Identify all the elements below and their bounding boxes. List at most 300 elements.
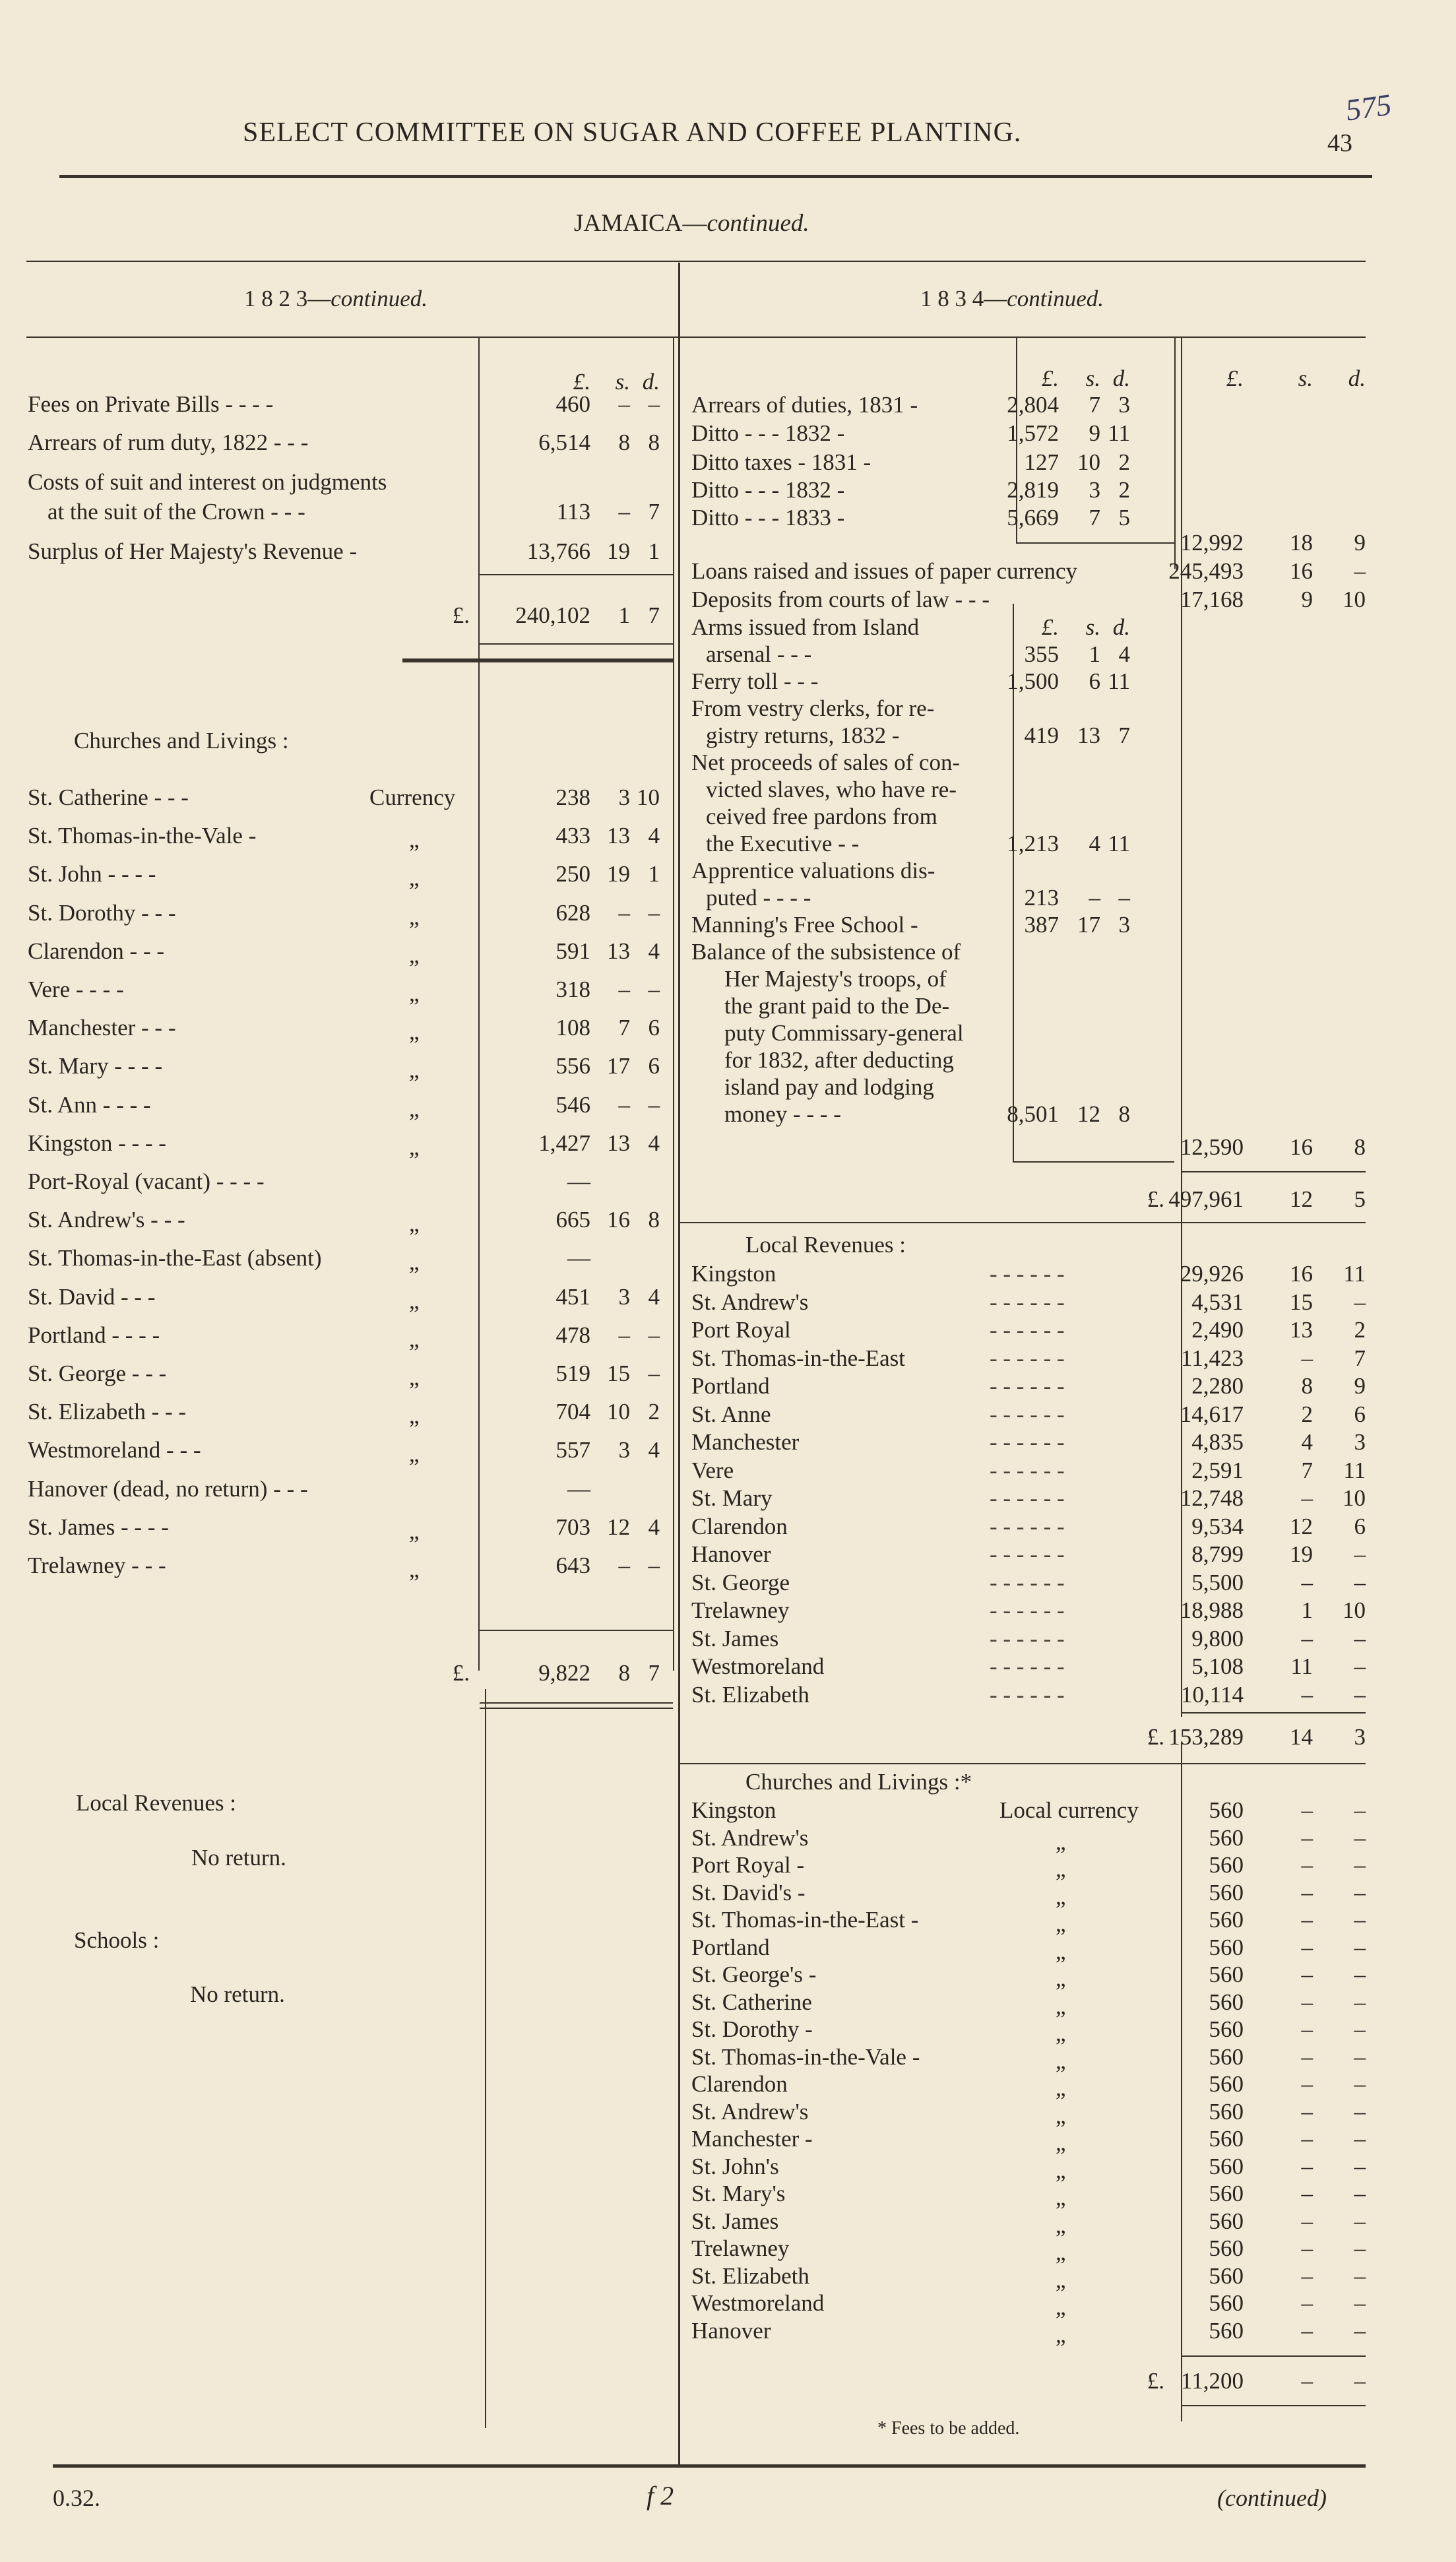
left-church-shillings: – — [618, 900, 630, 926]
right-local-shillings: 8 — [1301, 1373, 1313, 1399]
left-church-shillings: – — [618, 977, 630, 1002]
left-church-name: St. Thomas-in-the-East (absent) — [28, 1245, 322, 1271]
right-arrears-pence: 2 — [1118, 449, 1130, 475]
left-church-pounds: — — [567, 1476, 590, 1502]
right-local-leader: - - - - - - — [990, 1317, 1065, 1343]
right-arrears-shillings: 3 — [1089, 477, 1100, 503]
right-inner-col-head-s: s. — [1085, 366, 1100, 391]
left-top-row-pence: 7 — [648, 499, 660, 525]
right-outer-col-head-d: d. — [1348, 366, 1366, 391]
right-church-name: Hanover — [691, 2318, 771, 2344]
left-church-name: Manchester - - - — [28, 1015, 176, 1041]
right-local-leader: - - - - - - — [990, 1457, 1065, 1483]
left-church-pence: – — [648, 900, 660, 926]
right-church-pence: – — [1354, 1852, 1366, 1878]
left-top-total-pounds: 240,102 — [515, 602, 590, 628]
left-church-pounds: 557 — [555, 1437, 590, 1463]
left-church-pounds: 628 — [555, 900, 590, 926]
left-church-name: Westmoreland - - - — [28, 1437, 201, 1463]
left-church-pounds: 108 — [555, 1015, 590, 1041]
right-misc-rule — [1013, 1161, 1174, 1163]
left-church-pounds: — — [567, 1245, 590, 1271]
right-local-heading: Local Revenues : — [745, 1232, 906, 1258]
right-local-name: Port Royal — [691, 1317, 791, 1343]
right-church-pence: – — [1354, 1989, 1366, 2015]
left-church-currency: „ — [409, 827, 420, 852]
right-church-shillings: – — [1301, 2181, 1313, 2206]
right-church-shillings: – — [1301, 1962, 1313, 1987]
left-church-name: St. Thomas-in-the-Vale - — [28, 823, 257, 849]
right-local-shillings: 7 — [1301, 1457, 1313, 1483]
right-misc-pence: 3 — [1118, 912, 1130, 938]
right-churches-total-rule — [1182, 2355, 1366, 2357]
right-church-currency: „ — [1056, 2185, 1066, 2210]
right-local-pence: 6 — [1354, 1514, 1366, 1539]
left-top-row-label: Costs of suit and interest on judgments — [28, 469, 387, 495]
right-deposits-label: Deposits from courts of law - - - — [691, 587, 990, 612]
right-local-name: St. James — [691, 1626, 779, 1651]
left-col-head-l: £. — [573, 369, 590, 395]
right-local-pounds: 2,490 — [1191, 1317, 1244, 1343]
right-arrears-label: Arrears of duties, 1831 - — [691, 392, 918, 418]
right-grand-total-underline — [680, 1222, 1366, 1223]
right-church-pounds: 560 — [1209, 2044, 1244, 2070]
right-misc-shillings: 4 — [1089, 831, 1100, 856]
left-church-shillings: 3 — [618, 1437, 630, 1463]
left-church-name: Clarendon - - - — [28, 938, 165, 964]
right-misc-pence: 11 — [1108, 668, 1130, 694]
left-church-pence: 2 — [648, 1399, 660, 1425]
right-church-shillings: – — [1301, 1852, 1313, 1878]
right-church-pence: – — [1354, 2044, 1366, 2070]
right-church-name: St. Andrew's — [691, 1825, 809, 1851]
right-church-pounds: 560 — [1209, 2181, 1244, 2206]
right-arrears-label: Ditto - - - 1832 - — [691, 477, 845, 503]
left-church-shillings: 3 — [618, 785, 630, 810]
right-local-pence: 10 — [1343, 1597, 1366, 1623]
left-schools-no-return: No return. — [190, 1981, 285, 2007]
right-church-currency: „ — [1056, 2322, 1066, 2348]
page-number: 43 — [1327, 129, 1352, 157]
right-church-currency: „ — [1056, 1938, 1066, 1964]
right-misc-col-head-l: £. — [1041, 614, 1059, 640]
left-heading-cont: continued. — [331, 286, 428, 311]
right-church-currency: „ — [1056, 2103, 1066, 2129]
right-church-pounds: 560 — [1209, 2126, 1244, 2152]
left-church-shillings: 13 — [607, 1130, 630, 1156]
right-misc-col-head-d: d. — [1112, 614, 1130, 640]
right-grand-total-rule — [1182, 1171, 1366, 1172]
right-local-shillings: 13 — [1290, 1317, 1313, 1343]
right-church-name: Portland — [691, 1935, 770, 1960]
left-church-shillings: 17 — [607, 1053, 630, 1079]
right-church-pounds: 560 — [1209, 2263, 1244, 2289]
left-church-currency: „ — [409, 1518, 420, 1544]
right-deposits-shillings: 9 — [1301, 587, 1313, 612]
right-church-pence: – — [1354, 2154, 1366, 2179]
right-church-currency: „ — [1056, 2158, 1066, 2183]
right-arrears-pounds: 1,572 — [1007, 420, 1059, 446]
right-church-pence: – — [1354, 2071, 1366, 2097]
left-church-name: St. Elizabeth - - - — [28, 1399, 187, 1425]
left-churches-total-underline — [480, 1702, 673, 1704]
right-local-name: Clarendon — [691, 1514, 788, 1539]
left-churches-total-shillings: 8 — [618, 1660, 630, 1686]
left-church-pounds: 519 — [555, 1361, 590, 1386]
right-local-shillings: – — [1301, 1682, 1313, 1708]
right-misc-shillings: 12 — [1077, 1101, 1100, 1127]
left-church-name: St. George - - - — [28, 1361, 167, 1386]
right-church-name: St. Thomas-in-the-Vale - — [691, 2044, 920, 2070]
left-church-currency: „ — [409, 1096, 420, 1122]
left-top-total-symbol: £. — [452, 602, 470, 628]
right-church-pence: – — [1354, 2290, 1366, 2316]
right-misc-line: victed slaves, who have re- — [706, 777, 957, 802]
right-local-name: St. Thomas-in-the-East — [691, 1345, 906, 1371]
left-church-name: Vere - - - - — [28, 977, 124, 1002]
right-arrears-pounds: 127 — [1024, 449, 1059, 475]
right-local-shillings: 15 — [1290, 1289, 1313, 1315]
right-local-leader: - - - - - - — [990, 1653, 1065, 1679]
left-top-row-pounds: 6,514 — [538, 430, 590, 455]
left-church-pounds: 703 — [555, 1514, 590, 1540]
left-church-pounds: 451 — [555, 1284, 590, 1310]
right-church-currency: „ — [1056, 2048, 1066, 2074]
right-church-name: St. Andrew's — [691, 2099, 809, 2125]
right-churches-total-pounds: 11,200 — [1181, 2368, 1244, 2394]
right-misc-line: arsenal - - - — [706, 641, 812, 667]
left-church-pence: 4 — [648, 1437, 660, 1463]
right-church-pounds: 560 — [1209, 1989, 1244, 2015]
right-local-total-shillings: 14 — [1290, 1724, 1313, 1750]
right-footnote: * Fees to be added. — [877, 2418, 1020, 2439]
right-misc-line: island pay and lodging — [724, 1074, 934, 1100]
right-misc-pounds: 419 — [1024, 722, 1059, 748]
left-top-row-label: Arrears of rum duty, 1822 - - - — [28, 430, 309, 455]
right-local-name: St. Andrew's — [691, 1289, 809, 1315]
left-top-row-shillings: – — [618, 391, 630, 417]
left-church-currency: „ — [409, 1288, 420, 1314]
right-church-pence: – — [1354, 1825, 1366, 1851]
right-outer-col-head-l: £. — [1226, 366, 1244, 391]
right-churches-total-pence: – — [1354, 2368, 1366, 2394]
left-top-row-pence: 8 — [648, 430, 660, 455]
section-subtitle: JAMAICA—continued. — [574, 210, 809, 237]
right-local-leader: - - - - - - — [990, 1626, 1065, 1651]
right-loans-shillings: 16 — [1290, 558, 1313, 584]
left-churches-total-pence: 7 — [648, 1660, 660, 1686]
right-misc-line: Manning's Free School - — [691, 912, 918, 938]
right-church-pounds: 560 — [1209, 2099, 1244, 2125]
right-arrears-total-pounds: 12,992 — [1180, 530, 1244, 556]
left-top-row-pounds: 460 — [555, 391, 590, 417]
left-top-row-pence: 1 — [648, 538, 660, 564]
left-churches-total-rule — [480, 1630, 673, 1631]
left-church-pence: 4 — [648, 823, 660, 849]
left-church-currency: „ — [409, 1441, 420, 1467]
right-misc-pence: – — [1118, 885, 1130, 911]
right-church-pounds: 560 — [1209, 1852, 1244, 1878]
left-top-row-label: at the suit of the Crown - - - — [47, 499, 305, 525]
right-local-shillings: – — [1301, 1345, 1313, 1371]
right-local-pence: 6 — [1354, 1401, 1366, 1427]
left-church-shillings: – — [618, 1092, 630, 1118]
left-church-shillings: 13 — [607, 938, 630, 964]
right-local-total-underline — [680, 1763, 1366, 1764]
right-local-pence: 7 — [1354, 1345, 1366, 1371]
left-church-currency: „ — [409, 1057, 420, 1083]
right-church-shillings: – — [1301, 2235, 1313, 2261]
right-church-pounds: 560 — [1209, 2318, 1244, 2344]
right-arrears-rule — [1016, 542, 1174, 544]
right-local-pence: 3 — [1354, 1429, 1366, 1455]
left-church-currency: „ — [409, 1019, 420, 1044]
left-church-pounds: — — [567, 1169, 590, 1194]
left-church-pence: 10 — [637, 785, 660, 810]
right-church-pence: – — [1354, 1962, 1366, 1987]
left-church-shillings: 3 — [618, 1284, 630, 1310]
left-church-currency: „ — [409, 980, 420, 1006]
right-inner-col-head-d: d. — [1112, 366, 1130, 391]
right-local-shillings: 12 — [1290, 1514, 1313, 1539]
right-church-pounds: 560 — [1209, 2235, 1244, 2261]
left-top-row-pounds: 113 — [556, 499, 590, 525]
right-church-pounds: 560 — [1209, 1797, 1244, 1823]
left-church-shillings: 7 — [618, 1015, 630, 1041]
right-local-name: Manchester — [691, 1429, 800, 1455]
footer-left: 0.32. — [53, 2485, 100, 2511]
left-churches-total-symbol: £. — [452, 1660, 470, 1686]
left-top-row-shillings: 19 — [607, 538, 630, 564]
right-church-pounds: 560 — [1209, 1962, 1244, 1987]
left-church-pence: 6 — [648, 1015, 660, 1041]
left-church-name: Trelawney - - - — [28, 1553, 166, 1578]
right-misc-line: ceived free pardons from — [706, 804, 937, 829]
right-local-pence: 10 — [1343, 1485, 1366, 1511]
left-church-pence: – — [648, 1322, 660, 1348]
right-church-currency: „ — [1056, 2294, 1066, 2320]
subtitle-rule — [26, 261, 1366, 262]
right-local-name: St. Elizabeth — [691, 1682, 809, 1708]
left-section-rule — [402, 658, 673, 662]
right-local-total-pounds: 153,289 — [1168, 1724, 1244, 1750]
right-churches-heading: Churches and Livings :* — [745, 1769, 972, 1795]
left-church-pence: – — [648, 977, 660, 1002]
right-church-name: St. David's - — [691, 1880, 806, 1905]
right-church-pence: – — [1354, 2235, 1366, 2261]
right-church-pounds: 560 — [1209, 1935, 1244, 1960]
right-misc-line: for 1832, after deducting — [724, 1047, 954, 1073]
left-top-total-rule — [480, 574, 673, 575]
heading-rule — [26, 336, 1366, 338]
right-misc-col-head-s: s. — [1085, 614, 1100, 640]
right-arrears-total-shillings: 18 — [1290, 530, 1313, 556]
left-church-pence: – — [648, 1361, 660, 1386]
right-misc-shillings: – — [1089, 885, 1100, 911]
right-local-pence: – — [1354, 1541, 1366, 1567]
right-local-pounds: 4,531 — [1191, 1289, 1244, 1315]
right-misc-line: the grant paid to the De- — [724, 993, 950, 1019]
left-church-shillings: – — [618, 1322, 630, 1348]
right-churches-currency: Local currency — [999, 1797, 1139, 1823]
right-church-pence: – — [1354, 2181, 1366, 2206]
left-schools: Schools : — [74, 1927, 160, 1953]
right-church-name: St. George's - — [691, 1962, 817, 1987]
left-church-currency: „ — [409, 1134, 420, 1160]
right-inner-box-right — [1174, 338, 1176, 569]
right-church-name: St. Catherine — [691, 1989, 812, 2015]
right-local-shillings: – — [1301, 1570, 1313, 1595]
right-local-pounds: 5,500 — [1191, 1570, 1244, 1595]
right-arrears-shillings: 7 — [1089, 505, 1100, 530]
right-misc-line: money - - - - — [724, 1101, 841, 1127]
right-local-pence: 11 — [1343, 1457, 1366, 1483]
right-local-shillings: 11 — [1290, 1653, 1313, 1679]
right-arrears-shillings: 10 — [1077, 449, 1100, 475]
right-church-pounds: 560 — [1209, 2208, 1244, 2234]
left-amount-col-line-c — [485, 1689, 486, 2428]
right-arrears-pence: 2 — [1118, 477, 1130, 503]
left-col-head-s: s. — [615, 369, 630, 395]
right-outer-col-line-lower — [1181, 1742, 1182, 2421]
right-church-name: St. Thomas-in-the-East - — [691, 1907, 919, 1933]
right-local-shillings: 19 — [1290, 1541, 1313, 1567]
column-divider — [678, 263, 680, 2466]
right-church-name: St. Elizabeth — [691, 2263, 809, 2289]
right-local-pounds: 5,108 — [1191, 1653, 1244, 1679]
right-misc-line: gistry returns, 1832 - — [706, 722, 900, 748]
right-church-name: St. James — [691, 2208, 779, 2234]
left-church-shillings: 13 — [607, 823, 630, 849]
right-local-pounds: 2,591 — [1191, 1457, 1244, 1483]
left-church-pounds: 1,427 — [538, 1130, 590, 1156]
left-church-pounds: 478 — [555, 1322, 590, 1348]
right-misc-pounds: 1,213 — [1007, 831, 1059, 856]
right-church-name: Port Royal - — [691, 1852, 805, 1878]
left-church-name: St. Dorothy - - - — [28, 900, 176, 926]
right-local-name: St. George — [691, 1570, 790, 1595]
right-loans-pence: – — [1354, 558, 1366, 584]
left-church-currency: „ — [409, 904, 420, 930]
right-church-pence: – — [1354, 1935, 1366, 1960]
right-arrears-pounds: 5,669 — [1007, 505, 1059, 530]
right-church-name: St. John's — [691, 2154, 779, 2179]
right-church-currency: „ — [1056, 1829, 1066, 1855]
right-misc-shillings: 1 — [1089, 641, 1100, 667]
left-church-pence: 4 — [648, 1130, 660, 1156]
right-local-pence: – — [1354, 1570, 1366, 1595]
right-church-pounds: 560 — [1209, 2154, 1244, 2179]
left-church-name: Port-Royal (vacant) - - - - — [28, 1169, 265, 1194]
right-church-pounds: 560 — [1209, 2290, 1244, 2316]
left-church-pence: – — [648, 1553, 660, 1578]
right-churches-total-symbol: £. — [1147, 2368, 1164, 2394]
header-rule — [59, 175, 1372, 178]
right-misc-line: From vestry clerks, for re- — [691, 695, 935, 721]
left-local-no-return: No return. — [191, 1845, 286, 1871]
right-local-pounds: 12,748 — [1180, 1485, 1244, 1511]
right-local-pence: 11 — [1343, 1261, 1366, 1287]
right-church-currency: „ — [1056, 2267, 1066, 2293]
right-local-shillings: – — [1301, 1485, 1313, 1511]
left-church-currency: „ — [409, 942, 420, 968]
right-local-name: St. Anne — [691, 1401, 771, 1427]
right-misc-line: Net proceeds of sales of con- — [691, 750, 961, 775]
right-church-shillings: – — [1301, 2318, 1313, 2344]
left-church-name: Kingston - - - - — [28, 1130, 166, 1156]
right-church-pence: – — [1354, 2016, 1366, 2042]
right-misc-line: puted - - - - — [706, 885, 811, 911]
right-misc-pounds: 8,501 — [1007, 1101, 1059, 1127]
right-misc-total-pounds: 12,590 — [1180, 1134, 1244, 1160]
right-local-pounds: 14,617 — [1180, 1401, 1244, 1427]
left-church-shillings: 12 — [607, 1514, 630, 1540]
left-church-shillings: 16 — [607, 1207, 630, 1233]
right-arrears-pence: 5 — [1118, 505, 1130, 530]
left-church-pence: 1 — [648, 861, 660, 887]
left-church-pounds: 318 — [555, 977, 590, 1002]
right-church-shillings: – — [1301, 1907, 1313, 1933]
right-churches-total-underline — [1182, 2405, 1366, 2406]
left-church-pounds: 238 — [555, 785, 590, 810]
right-local-pence: – — [1354, 1626, 1366, 1651]
left-top-row-shillings: – — [618, 499, 630, 525]
right-church-pence: – — [1354, 1880, 1366, 1905]
right-church-pence: – — [1354, 2126, 1366, 2152]
right-local-name: Hanover — [691, 1541, 771, 1567]
right-church-shillings: – — [1301, 2071, 1313, 2097]
right-heading-cont: continued. — [1007, 286, 1104, 311]
right-misc-pounds: 213 — [1024, 885, 1059, 911]
right-church-currency: „ — [1056, 1966, 1066, 1991]
right-local-total-pence: 3 — [1354, 1724, 1366, 1750]
left-col-head-d: d. — [642, 369, 660, 395]
right-misc-total-shillings: 16 — [1290, 1134, 1313, 1160]
right-church-pounds: 560 — [1209, 1880, 1244, 1905]
right-misc-shillings: 17 — [1077, 912, 1100, 938]
right-outer-col-head-s: s. — [1298, 366, 1313, 391]
right-local-leader: - - - - - - — [990, 1261, 1065, 1287]
right-church-currency: „ — [1056, 2130, 1066, 2156]
left-church-name: St. Andrew's - - - — [28, 1207, 185, 1233]
right-local-shillings: 2 — [1301, 1401, 1313, 1427]
left-top-total-pence: 7 — [648, 602, 660, 628]
right-deposits-pounds: 17,168 — [1180, 587, 1244, 612]
left-church-pounds: 433 — [555, 823, 590, 849]
right-grand-total-shillings: 12 — [1290, 1186, 1313, 1212]
left-church-pounds: 704 — [555, 1399, 590, 1425]
right-arrears-total-pence: 9 — [1354, 530, 1366, 556]
right-grand-total-pounds: 497,961 — [1168, 1186, 1244, 1212]
right-deposits-pence: 10 — [1343, 587, 1366, 612]
right-church-name: Kingston — [691, 1797, 776, 1823]
left-top-row-pounds: 13,766 — [526, 538, 590, 564]
right-local-name: Vere — [691, 1457, 734, 1483]
right-church-pence: – — [1354, 2099, 1366, 2125]
right-church-name: Trelawney — [691, 2235, 790, 2261]
right-local-pence: – — [1354, 1653, 1366, 1679]
right-arrears-pounds: 2,819 — [1007, 477, 1059, 503]
right-local-pence: 9 — [1354, 1373, 1366, 1399]
right-church-pence: – — [1354, 2263, 1366, 2289]
page-title: SELECT COMMITTEE ON SUGAR AND COFFEE PLANTING. — [243, 117, 1022, 148]
left-church-pounds: 556 — [555, 1053, 590, 1079]
right-heading-year: 1 8 3 4 — [920, 286, 984, 311]
left-church-name: St. David - - - — [28, 1284, 156, 1310]
right-church-shillings: – — [1301, 2263, 1313, 2289]
right-misc-pounds: 355 — [1024, 641, 1059, 667]
right-local-leader: - - - - - - — [990, 1597, 1065, 1623]
